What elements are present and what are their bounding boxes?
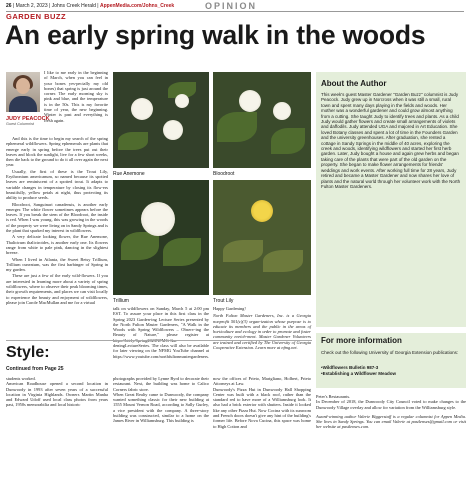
page-number: 26 <box>6 3 12 9</box>
issue-date: March 2, 2023 <box>15 3 48 9</box>
author-name: JUDY PEACOCK <box>6 116 50 122</box>
author-photo <box>6 72 40 112</box>
organization-note: North Fulton Master Gardeners, Inc. is a Georgia nonprofit 501(c)(3) organ-ization whose purpose is to educate its members and the public in the areas of horticulture and ecology in order to promote and foster community enrich-ment. Master Gardener Volunteers are trained and certified by The University of Georgia Cooperative Extension. Learn more at nfmg.net. <box>213 313 311 351</box>
author-bio: Award-winning author Valerie Biggerstaff is a regular columnist for Appen Media. She lives in Sandy Springs. You can email Valerie at pastlenses@gmail.com or visit her website at pastlenses.com. <box>316 413 466 430</box>
article-body-col3 <box>213 306 311 350</box>
style-body-col1: students worked. American Roadhouse opened a second location in Dunwoody in 1993 after seven years of a successful location in Virginia Highlands. Owners Martin Manha and Edward Udoff used local class photos from years past, 1950s memorabilia and local historic <box>6 376 108 408</box>
style-body-col3: now the offices of Prieto, Marigliano, Holbert, Prieto Attorneys at Law. Dunwoody's Pizza Hut in Dunwoody Hall Shopping Center was built with a black roof, rather than the standard red to have more of a Williamsburg look. It also had a brick exterior with shutters. Inside it looked like any other Pizza Hut. Now Cocina with its sunroom and French doors doesn't give any hint of the building's former life. Before Nova Cucina, this space was home to High Cotton and <box>213 376 311 429</box>
article-body-col1 <box>6 136 108 336</box>
paragraph: A very delicate looking flower, the Rue Anemone, Thalictrum thalictroides, is another early one. Its flowers range from white to pale pink, dancing in the slightest breeze. <box>6 234 108 256</box>
paragraph: Bloodroot, Sanguinari canadensis, is another early emerger. The white flower sometimes appears before the leaves. If you break the stem of the Bloodroot, the inside is red. When I was young, this was growing in the woods of the property we were living on in Sandy Springs and is the plant that sparked my interest in wildflowers. <box>6 201 108 234</box>
photo-trillium <box>113 180 209 295</box>
article-body-col2: talk on wildflowers on Sunday, March 5 at 2:00 pm EST. To assure your place in this first class in the Spring 2023 Garden-ing Lecture Series presented by the North Fulton Master Gardeners, "A Walk in the Woods with Spring Wildflowers – Observ-ing the Beauty of Nature," please register at https://bit.ly/Spring2023NFMG-Gar-deningLectureSeries. The class will also be available for later viewing on the NFMG YouTube channel at https://www.youtube.com/northfultonmastergardeners. <box>113 306 210 359</box>
more-info-list <box>321 365 461 377</box>
more-info-title: For more information <box>321 336 402 345</box>
list-item[interactable]: •Establishing a Wildflower Meadow <box>321 371 397 376</box>
style-body-col4 <box>316 394 466 430</box>
about-author-text: This week's guest Master Gardener "Garden Buzz" columnist is Judy Peacock. Judy grew up in Norcross when it was still a small, rural town and spent many days playing in the fields and woods. Her mother was a wonderful gardener and could grow almost anything from a cutting. She taught Judy to identify trees and plants. As a child Judy would gather flowers and create small arrangements of violets and daffodils. Judy attended UGA and majored in Art Education. She loved Botany classes and spent a lot of time in the Founders Garden and the university greenhouses. After graduation, she rented a cottage in Sandy Springs in the middle of 40 acres, exploring the creek and woods, identifying wildflowers and started her first herb garden. Later, Judy bought a house and again grew herbs and began taking care of the plants that were part of the old garden on the property. She began to make flower arrangements for friends' weddings and work events. After working full time for 28 years, Judy retired and became a Master Gardener and now shares her love of plants and the natural world through her volunteer work with the North Fulton Master Gardeners. <box>321 92 461 189</box>
style-headline: Style: <box>6 344 50 361</box>
caption-rue-anemone: Rue Anemone <box>113 171 145 177</box>
about-author-title: About the Author <box>321 79 387 88</box>
signoff: Happy Gardening! <box>213 306 246 311</box>
photo-trout-lily <box>213 180 311 295</box>
publication-name: Johns Creek Herald <box>51 3 96 9</box>
continued-note: Continued from Page 25 <box>6 366 64 372</box>
style-body-col2: photographs provided by Lynne Byrd to decorate their restaurant. Next, the building was home to Calico Corners fabric store. When Great Realty came to Dunwoody, the company wanted something classic for their new building at 1555 Mount Vernon Road, according to Sally Gurley, a vice president with the company. A three-story building was constructed, similar to a home on the James River in Williamsburg. This building is <box>113 376 209 424</box>
list-item[interactable]: •Wildflowers Bulletin 987-3 <box>321 365 379 370</box>
caption-trillium: Trillium <box>113 298 129 304</box>
website-link[interactable]: AppenMedia.com/Johns_Creek <box>100 3 175 9</box>
column-kicker: GARDEN BUZZ <box>6 12 67 21</box>
section-label: OPINION <box>205 1 258 11</box>
paragraph: When I lived in Atlanta, the Sweet Betsy Trillium, Trillium cuneatum, was the first harbinger of Spring in my garden. <box>6 256 108 273</box>
header-divider <box>6 11 464 12</box>
author-role: Guest Columnist <box>6 122 35 126</box>
section-divider <box>6 340 312 341</box>
more-info-text: Check out the following University of Georgia Extension publications: <box>321 350 459 355</box>
paragraph: And this is the time to begin my search of the spring ephemeral wildflowers. Spring ephemerals are plants that emerge early in spring before the trees put out their leaves and block the sunlight, live for a few short weeks, then die back to the ground to do it all over again the next year. <box>6 136 108 168</box>
article-intro: I like to me early in the beginning of March, when you can feel in your bones yes-pecially my old bones) that spring is just around the corner. The early morning sky is pink and blue, and the temperature is in the 50s. This is my favorite time of year, the new beginning. Winter is past and everything is fresh again. <box>44 70 108 123</box>
headline: An early spring walk in the woods <box>5 20 426 50</box>
page-header: 26 | March 2, 2023 | Johns Creek Herald | AppenMedia.com/Johns_Creek <box>6 3 175 9</box>
paragraph: Usually, the first of these is the Trout Lily, Erythronium americanum, so named because its spotted leaves are reminiscent of a spotted trout. It adapts to variable changes in temperature by closing its flow-ers beautifully, yellow petals at night, thus protecting its ability to produce seeds. <box>6 168 108 201</box>
paragraph: Peter's Restaurants. In December of 2018, the Dunwoody City Council voted to make changes to the Dunwoody Village overlay and allow for variation from the Williamsburg style. <box>316 394 466 410</box>
photo-rue-anemone <box>113 72 209 168</box>
photo-bloodroot <box>213 72 311 168</box>
caption-bloodroot: Bloodroot <box>213 171 235 177</box>
caption-trout-lily: Trout Lily <box>213 298 234 304</box>
paragraph: These are just a few of the early wild-flowers. If you are interested in learning more about a variety of spring wildflowers, where to observe their peak blooming times, their growth requirements, and places we can visit locally to experience the beauty and enjoyment of wildflowers, please join Carole MacMullan and me for a virtual <box>6 273 108 305</box>
